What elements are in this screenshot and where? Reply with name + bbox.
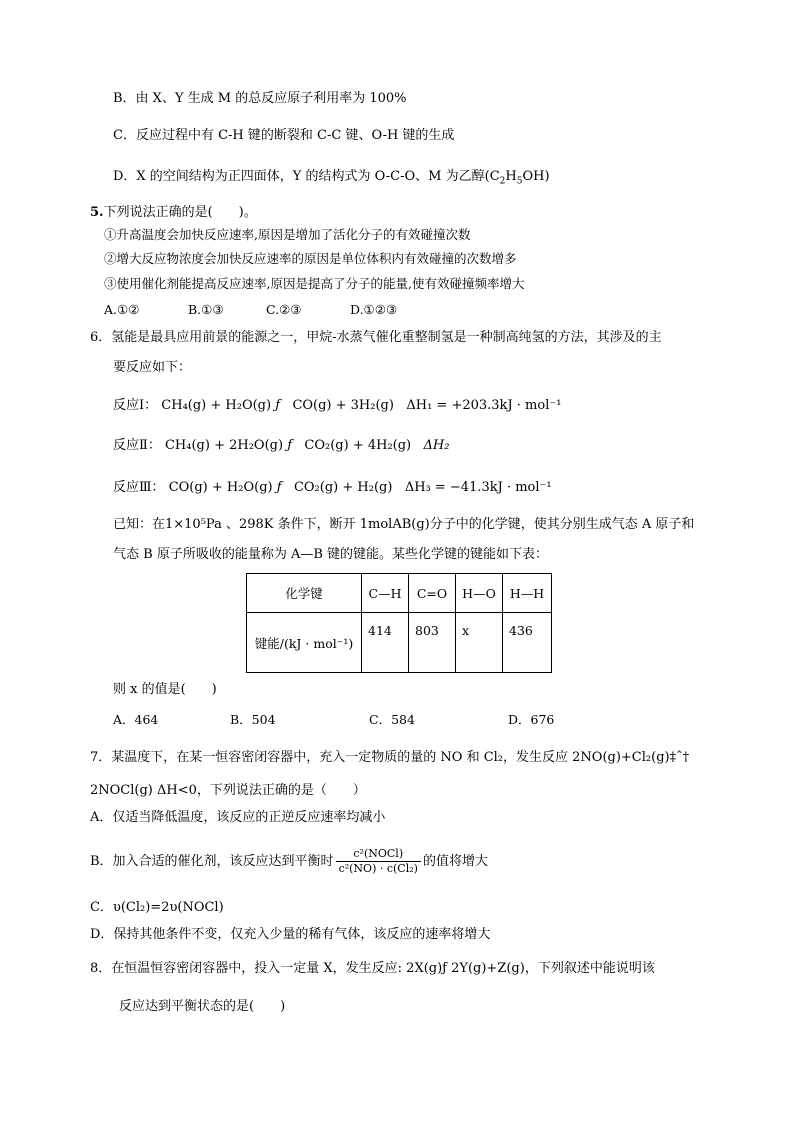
table-header-cell: H—O xyxy=(456,574,503,613)
q4-option-d: D．X 的空间结构为正四面体，Y 的结构式为 O-C-O、M 为乙醇$(C_2H_5OH)$ xyxy=(113,169,550,187)
q7-option-b: B．加入合适的催化剂，该反应达到平衡时 $\frac{\text{c²(NOCl)}}{\text{c²(NO) · c(Cl₂)}}$ 的值将增大 xyxy=(90,847,488,875)
q7-stem-line1: 7．某温度下，在某一恒容密闭容器中，充入一定物质的量的 NO 和 Cl₂，发生反应 2NO(g)+Cl₂(g)‡ˆ† xyxy=(90,750,690,765)
q6-ask: 则 x 的值是( ) xyxy=(113,682,217,697)
q6-option-c: C．584 xyxy=(369,712,415,727)
q5-option-b: B.①③ xyxy=(188,302,224,317)
table-header-cell: C=O xyxy=(409,574,456,613)
q5-stem: 5.下列说法正确的是( )。 xyxy=(90,205,257,220)
table-cell: 803 xyxy=(409,613,456,673)
q5-statement-3: ③使用催化剂能提高反应速率,原因是提高了分子的能量,使有效碰撞频率增大 xyxy=(104,276,525,291)
q7-option-a: A．仅适当降低温度，该反应的正逆反应速率均减小 xyxy=(90,810,386,825)
q6-known-line2: 气态 B 原子所吸收的能量称为 A—B 键的键能。某些化学键的键能如下表： xyxy=(113,547,549,562)
q6-option-d: D．676 xyxy=(508,712,555,727)
q5-option-d: D.①②③ xyxy=(350,302,398,317)
q6-known-line1: 已知：在1×10⁵Pa 、298K 条件下，断开 1molAB(g)分子中的化学键，使其分别生成气态 A 原子和 xyxy=(113,517,695,532)
q7-option-c: C．υ(Cl₂)=2υ(NOCl) xyxy=(90,900,224,915)
q6-option-a: A．464 xyxy=(113,712,159,727)
q6-stem-line1: 6．氢能是最具应用前景的能源之一，甲烷-水蒸气催化重整制氢是一种制高纯氢的方法，其涉及的主 xyxy=(90,330,662,345)
table-header-cell: 化学键 xyxy=(247,574,362,613)
reversible-arrow-icon: ‡ˆ† xyxy=(669,750,690,765)
table-header-cell: H—H xyxy=(503,574,552,613)
q6-reaction-2: 反应Ⅱ： CH₄(g) + 2H₂O(g) ƒ CO₂(g) + 4H₂(g) ΔH₂ xyxy=(113,438,450,453)
table-row xyxy=(247,613,552,673)
q5-option-a: A.①② xyxy=(104,302,140,317)
q6-reaction-1: 反应Ⅰ： CH₄(g) + H₂O(g) ƒ CO(g) + 3H₂(g) ΔH₁ = +203.3kJ · mol⁻¹ xyxy=(113,398,562,413)
q5-statement-1: ①升高温度会加快反应速率,原因是增加了活化分子的有效碰撞次数 xyxy=(104,227,471,242)
q8-stem-line1: 8．在恒温恒容密闭容器中，投入一定量 X，发生反应: 2X(g)ƒ 2Y(g)+Z(g)，下列叙述中能说明该 xyxy=(90,961,655,976)
q8-stem-line2: 反应达到平衡状态的是( ) xyxy=(119,999,286,1014)
q7-option-d: D．保持其他条件不变，仅充入少量的稀有气体，该反应的速率将增大 xyxy=(90,927,491,942)
equilibrium-arrow-icon: ƒ xyxy=(276,480,282,495)
q6-reaction-3: 反应Ⅲ： CO(g) + H₂O(g) ƒ CO₂(g) + H₂(g) ΔH₃ = −41.3kJ · mol⁻¹ xyxy=(113,480,552,495)
q4-option-b: B．由 X、Y 生成 M 的总反应原子利用率为 100% xyxy=(113,91,407,106)
concentration-ratio-fraction: $\frac{\text{c²(NOCl)}}{\text{c²(NO) · c(Cl₂)}}$ xyxy=(336,847,421,876)
q5-option-c: C.②③ xyxy=(266,302,302,317)
table-row xyxy=(247,574,552,613)
q6-option-b: B．504 xyxy=(230,712,276,727)
bond-energy-table xyxy=(246,573,552,673)
table-cell: 414 xyxy=(362,613,409,673)
q5-statement-2: ②增大反应物浓度会加快反应速率的原因是单位体积内有效碰撞的次数增多 xyxy=(104,251,517,266)
table-cell: x xyxy=(456,613,503,673)
equilibrium-arrow-icon: ƒ xyxy=(287,438,292,453)
table-header-cell: C—H xyxy=(362,574,409,613)
equilibrium-arrow-icon: ƒ xyxy=(275,398,281,413)
table-row-label: 键能/(kJ · mol⁻¹) xyxy=(247,613,362,673)
q7-stem-line2: 2NOCl(g) ΔH<0，下列说法正确的是（ ） xyxy=(90,783,366,798)
q6-stem-line2: 要反应如下： xyxy=(113,360,192,375)
table-cell: 436 xyxy=(503,613,552,673)
q4-option-c: C．反应过程中有 C-H 键的断裂和 C-C 键、O-H 键的生成 xyxy=(113,128,455,143)
